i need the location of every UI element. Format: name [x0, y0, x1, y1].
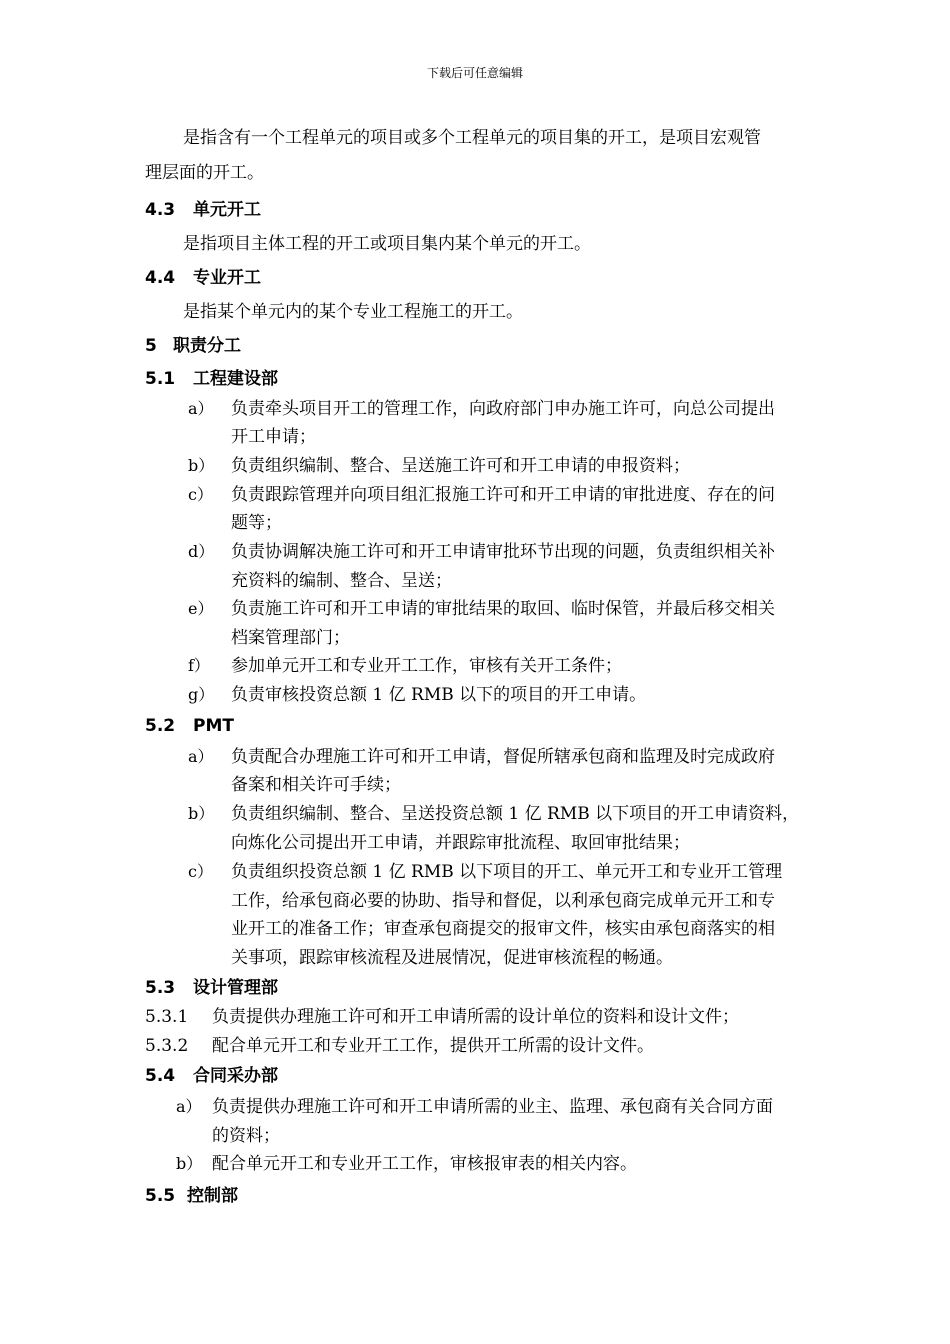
list-item-line: 的资料；	[212, 1126, 280, 1146]
list-item-line: 档案管理部门；	[231, 628, 350, 648]
intro-line-2: 理层面的开工。	[145, 163, 264, 183]
section-number: 4.3	[145, 200, 176, 220]
list-marker: d）	[188, 542, 215, 561]
section-number: 5.3	[145, 978, 176, 998]
section-5-4-heading	[145, 1066, 278, 1086]
list-item-line: 配合单元开工和专业开工工作，审核报审表的相关内容。	[212, 1154, 637, 1174]
list-marker: 5.3.2	[145, 1036, 189, 1056]
intro-line-1: 是指含有一个工程单元的项目或多个工程单元的项目集的开工，是项目宏观管	[183, 128, 761, 148]
list-item-line: 充资料的编制、整合、呈送；	[231, 571, 452, 591]
list-marker: f）	[188, 656, 210, 675]
section-title: PMT	[193, 716, 234, 736]
section-title: 设计管理部	[193, 978, 278, 998]
section-4-3-heading	[145, 200, 261, 220]
list-item-line: 工作，给承包商必要的协助、指导和督促，以利承包商完成单元开工和专	[231, 891, 775, 911]
list-marker: a）	[176, 1097, 202, 1116]
section-title: 合同采办部	[193, 1066, 278, 1086]
list-marker: c）	[188, 485, 213, 504]
section-title: 专业开工	[193, 268, 261, 288]
section-5-heading	[145, 336, 241, 356]
list-marker: a）	[188, 399, 214, 418]
section-5-1-heading	[145, 369, 278, 389]
section-4-4-heading	[145, 268, 261, 288]
list-marker: a）	[188, 747, 214, 766]
section-number: 5.4	[145, 1066, 176, 1086]
list-item-line: 负责组织编制、整合、呈送施工许可和开工申请的申报资料；	[231, 456, 690, 476]
list-item-line: 参加单元开工和专业开工工作，审核有关开工条件；	[231, 656, 622, 676]
section-number: 5.2	[145, 716, 176, 736]
section-4-4-body: 是指某个单元内的某个专业工程施工的开工。	[183, 302, 523, 322]
section-5-5-heading	[145, 1186, 238, 1206]
list-item-line: 配合单元开工和专业开工工作，提供开工所需的设计文件。	[212, 1036, 654, 1056]
list-item-line: 负责配合办理施工许可和开工申请，督促所辖承包商和监理及时完成政府	[231, 747, 775, 767]
list-item-line: 关事项，跟踪审核流程及进展情况，促进审核流程的畅通。	[231, 948, 673, 968]
page-watermark-header: 下载后可任意编辑	[426, 66, 523, 80]
list-item-line: 负责协调解决施工许可和开工申请审批环节出现的问题，负责组织相关补	[231, 542, 775, 562]
list-item-line: 题等；	[231, 513, 282, 533]
list-item-line: 负责牵头项目开工的管理工作，向政府部门申办施工许可，向总公司提出	[231, 399, 775, 419]
list-item-line: 负责提供办理施工许可和开工申请所需的设计单位的资料和设计文件；	[212, 1007, 739, 1027]
list-item-line: 开工申请；	[231, 427, 316, 447]
list-marker: g）	[188, 685, 215, 704]
list-item-line: 业开工的准备工作；审查承包商提交的报审文件，核实由承包商落实的相	[231, 919, 775, 939]
section-5-2-heading	[145, 716, 234, 736]
list-item-line: 备案和相关许可手续；	[231, 775, 401, 795]
list-marker: c）	[188, 862, 213, 881]
list-item-line: 负责组织编制、整合、呈送投资总额 1 亿 RMB 以下项目的开工申请资料，	[231, 804, 800, 824]
list-item-line: 负责组织投资总额 1 亿 RMB 以下项目的开工、单元开工和专业开工管理	[231, 862, 783, 882]
section-4-3-body: 是指项目主体工程的开工或项目集内某个单元的开工。	[183, 234, 591, 254]
list-item-line: 负责提供办理施工许可和开工申请所需的业主、监理、承包商有关合同方面	[212, 1097, 773, 1117]
section-5-3-heading	[145, 978, 278, 998]
section-number: 5.1	[145, 369, 176, 389]
list-marker: b）	[188, 456, 215, 475]
list-marker: b）	[188, 804, 215, 823]
section-title: 控制部	[187, 1186, 238, 1206]
section-number: 4.4	[145, 268, 176, 288]
section-number: 5.5	[145, 1186, 176, 1206]
list-marker: b）	[176, 1154, 203, 1173]
section-title: 职责分工	[173, 336, 241, 356]
section-number: 5	[145, 336, 157, 356]
list-marker: e）	[188, 599, 214, 618]
list-item-line: 负责施工许可和开工申请的审批结果的取回、临时保管，并最后移交相关	[231, 599, 775, 619]
list-item-line: 向炼化公司提出开工申请，并跟踪审批流程、取回审批结果；	[231, 833, 690, 853]
section-title: 单元开工	[193, 200, 261, 220]
list-item-line: 负责审核投资总额 1 亿 RMB 以下的项目的开工申请。	[231, 685, 647, 705]
list-marker: 5.3.1	[145, 1007, 189, 1027]
list-item-line: 负责跟踪管理并向项目组汇报施工许可和开工申请的审批进度、存在的问	[231, 485, 775, 505]
section-title: 工程建设部	[193, 369, 278, 389]
